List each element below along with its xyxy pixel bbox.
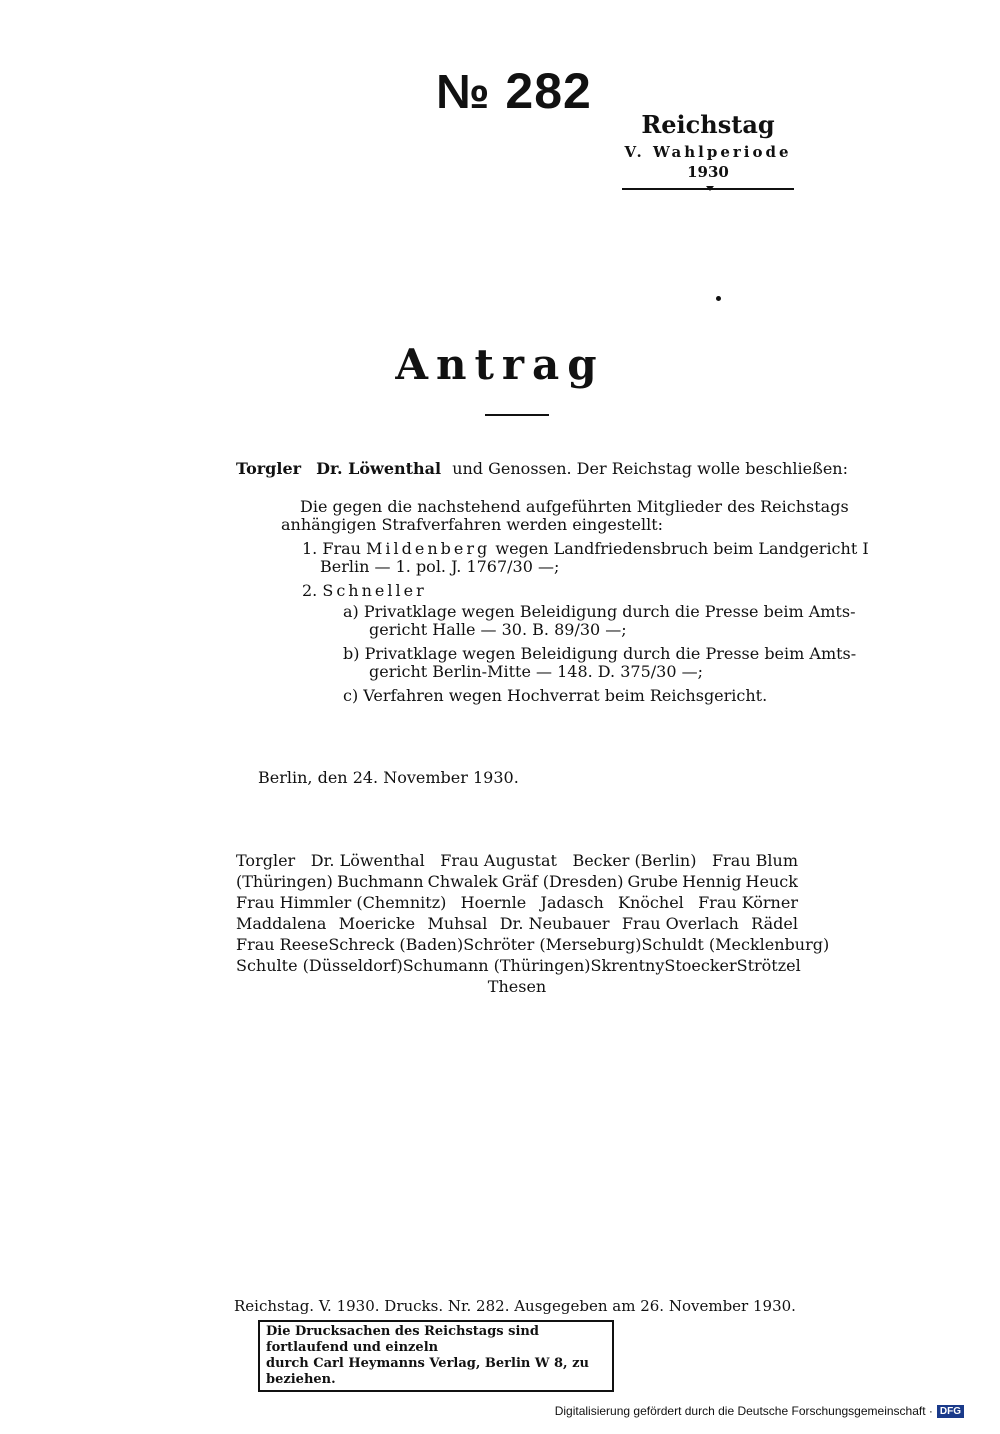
signatory: Skrentny [590, 956, 665, 975]
signatory-row [236, 934, 830, 955]
item-1-line-2: Berlin — 1. pol. J. 1767/30 —; [320, 557, 560, 576]
signatory: Schreck (Baden) [328, 935, 464, 954]
item-1-frau: Frau [322, 539, 361, 558]
legislative-period: V. Wahlperiode [624, 143, 792, 161]
signatory: Buchmann [336, 872, 424, 891]
item-2-heading [302, 581, 427, 601]
signatory-row [236, 892, 798, 913]
signatory: Knöchel [618, 893, 684, 912]
item-1-line-1 [302, 539, 869, 559]
signatory: Moericke [338, 914, 416, 933]
signatory: Becker (Berlin) [572, 851, 697, 870]
dfg-logo: DFG [937, 1405, 964, 1418]
signatory-row [236, 871, 798, 892]
signatory: Dr. Neubauer [499, 914, 610, 933]
signatory: Frau Reese [236, 935, 329, 954]
year: 1930 [687, 163, 729, 181]
signatory: Hoernle [460, 893, 527, 912]
signatory: Frau Körner [698, 893, 798, 912]
signatory: Muhsal [427, 914, 488, 933]
signatory: Schulte (Düsseldorf) [236, 956, 403, 975]
signatory: Schuldt (Mecklenburg) [641, 935, 830, 954]
signatory: Thesen [487, 977, 547, 996]
signatory: Stoecker [664, 956, 737, 975]
reichstag-header [622, 110, 794, 181]
signatory: Strötzel [736, 956, 801, 975]
signatory-row [236, 976, 798, 997]
distribution-notice [258, 1320, 614, 1392]
item-1-number: 1. [302, 539, 318, 558]
reichstag-title: Reichstag [641, 110, 775, 139]
item-1-name: Mildenberg [366, 539, 491, 558]
signatory: Grube [627, 872, 678, 891]
notice-line-2: durch Carl Heymanns Verlag, Berlin W 8, zu beziehen. [266, 1356, 589, 1387]
body-line-1: Die gegen die nachstehend aufgeführten Mitglieder des Reichstags [300, 497, 849, 516]
signatories [236, 850, 830, 997]
print-footer: Reichstag. V. 1930. Drucks. Nr. 282. Ausgegeben am 26. November 1930. [234, 1297, 796, 1315]
place-date: Berlin, den 24. November 1930. [258, 768, 519, 787]
signatory: Frau Himmler (Chemnitz) [236, 893, 447, 912]
signatory-row [236, 955, 801, 976]
signatory: Maddalena [236, 914, 327, 933]
signatory: Frau Augustat [440, 851, 557, 870]
signatory-row [236, 850, 798, 871]
item-2b-line-1: b) Privatklage wegen Beleidigung durch die Presse beim Amts- [343, 644, 857, 663]
document-title: Antrag [395, 340, 605, 389]
signatory: Jadasch [540, 893, 604, 912]
body-line-2: anhängigen Strafverfahren werden eingestellt: [281, 515, 664, 534]
number-value: 282 [505, 63, 592, 119]
signatory: Hennig [682, 872, 742, 891]
signatory: Torgler [236, 851, 296, 870]
signatory-row [236, 913, 798, 934]
item-2c-line-1: c) Verfahren wegen Hochverrat beim Reichsgericht. [343, 686, 768, 705]
signatory: (Thüringen) [236, 872, 333, 891]
intro-name-loewenthal: Dr. Löwenthal [316, 459, 442, 478]
signatory: Chwalek [427, 872, 498, 891]
item-2b-line-2: gericht Berlin-Mitte — 148. D. 375/30 —; [369, 662, 703, 681]
item-2-number: 2. [302, 581, 318, 600]
digitization-text: Digitalisierung gefördert durch die Deutsche Forschungsgemeinschaft · [554, 1404, 933, 1418]
intro-name-torgler: Torgler [236, 459, 302, 478]
header-underline-tick [706, 186, 714, 191]
signatory: Frau Overlach [621, 914, 739, 933]
item-2a-line-1: a) Privatklage wegen Beleidigung durch die Presse beim Amts- [343, 602, 856, 621]
intro-line [236, 459, 848, 479]
item-1-rest: wegen Landfriedensbruch beim Landgericht I [495, 539, 869, 558]
signatory: Rädel [751, 914, 798, 933]
signatory: Dr. Löwenthal [310, 851, 425, 870]
document-number [436, 62, 592, 120]
item-2a-line-2: gericht Halle — 30. B. 89/30 —; [369, 620, 627, 639]
notice-line-1: Die Drucksachen des Reichstags sind fortlaufend und einzeln [266, 1324, 539, 1355]
signatory: Schumann (Thüringen) [402, 956, 591, 975]
title-rule [485, 414, 549, 416]
ink-dot [716, 296, 721, 301]
signatory: Frau Blum [711, 851, 798, 870]
digitization-credit [555, 1404, 964, 1418]
signatory: Gräf (Dresden) [501, 872, 624, 891]
signatory: Heuck [745, 872, 798, 891]
signatory: Schröter (Merseburg) [463, 935, 642, 954]
item-2-name: Schneller [322, 581, 427, 600]
intro-rest: und Genossen. Der Reichstag wolle beschließen: [452, 459, 848, 478]
number-sign: № [436, 66, 491, 119]
